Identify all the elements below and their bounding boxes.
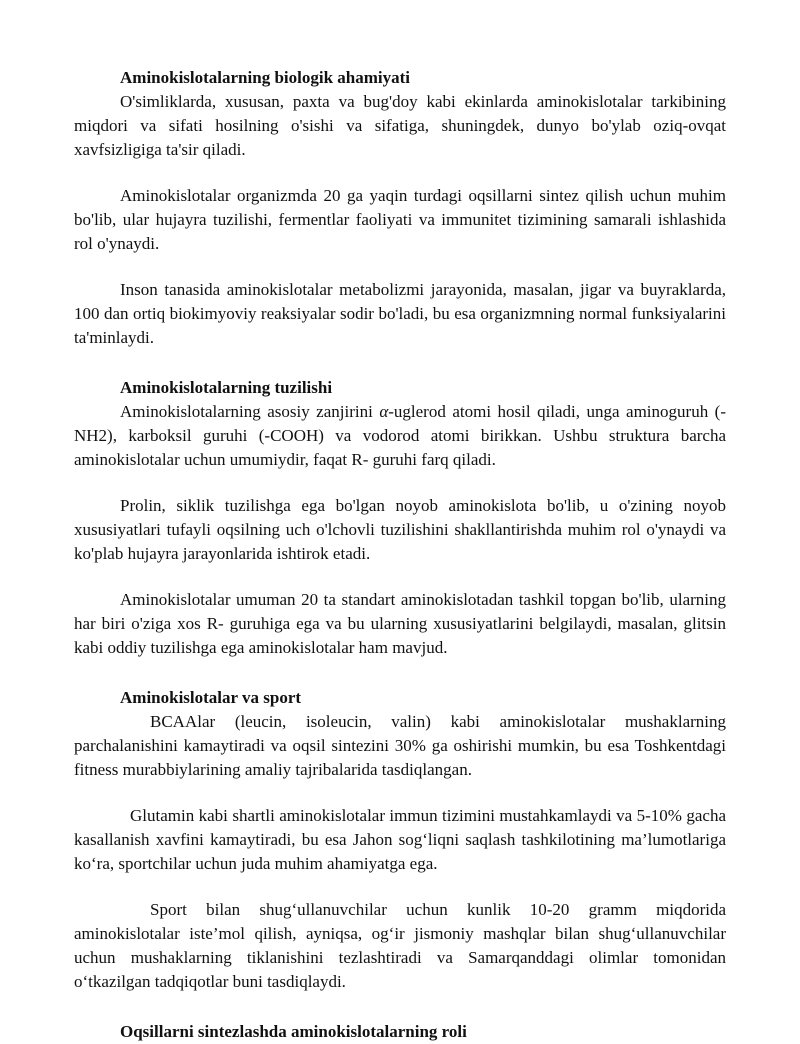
paragraph: Prolin, siklik tuzilishga ega bo'lgan noyob aminokislota bo'lib, u o'zining noyob xususiyatlari tufayli oqsilning uch o'lchovli tuzilishini shakllantirishda muhim rol o'ynaydi va ko'plab hujayra jarayonlarida ishtirok etadi.	[74, 496, 726, 563]
section-heading: Aminokislotalar va sport	[120, 688, 302, 707]
paragraph: Aminokislotalar umuman 20 ta standart aminokislotadan tashkil topgan bo'lib, ularning har biri o'ziga xos R- guruhiga ega va bu ularning xususiyatlarini belgilaydi, masalan, glitsin kabi oddiy tuzilishga ega aminokislotalar ham mavjud.	[74, 590, 726, 657]
paragraph: Glutamin kabi shartli aminokislotalar immun tizimini mustahkamlaydi va 5-10% gacha kasallanish xavfini kamaytiradi, bu esa Jahon sog‘liqni saqlash tashkilotining ma’lumotlariga ko‘ra, sportchilar uchun juda muhim ahamiyatga ega.	[74, 806, 726, 873]
section-heading: Aminokislotalarning tuzilishi	[120, 378, 333, 397]
paragraph: O'simliklarda, xususan, paxta va bug'doy kabi ekinlarda aminokislotalar tarkibining miqdori va sifati hosilning o'sishi va sifatiga, shuningdek, dunyo bo'ylab oziq-ovqat xavfsizligiga ta'sir qiladi.	[74, 92, 726, 159]
paragraph: Inson tanasida aminokislotalar metabolizmi jarayonida, masalan, jigar va buyraklarda, 100 dan ortiq biokimyoviy reaksiyalar sodir bo'ladi, bu esa organizmning normal funksiyalarini ta'minlaydi.	[74, 280, 726, 347]
paragraph-text: Aminokislotalarning asosiy zanjirini	[120, 402, 380, 421]
paragraph: Aminokislotalar organizmda 20 ga yaqin turdagi oqsillarni sintez qilish uchun muhim bo'lib, ular hujayra tuzilishi, fermentlar faoliyati va immunitet tizimining samarali ishlashida rol o'ynaydi.	[74, 186, 726, 253]
alpha-symbol: α	[379, 402, 389, 421]
paragraph: BCAAlar (leucin, isoleucin, valin) kabi aminokislotalar mushaklarning parchalanishini kamaytiradi va oqsil sintezini 30% ga oshirishi mumkin, bu esa Toshkentdagi fitness murabbiylarining amaliy tajribalarida tasdiqlangan.	[74, 712, 726, 779]
paragraph: Sport bilan shug‘ullanuvchilar uchun kunlik 10-20 gramm miqdorida aminokislotalar iste’mol qilish, ayniqsa, og‘ir jismoniy mashqlar bilan shug‘ullanuvchilar uchun mushaklarning tiklanishini tezlashtiradi va Samarqanddagi olimlar tomonidan o‘tkazilgan tadqiqotlar buni tasdiqlaydi.	[74, 900, 726, 991]
paragraph-alpha-carbon	[74, 400, 726, 472]
section-heading: Aminokislotalarning biologik ahamiyati	[120, 68, 410, 87]
paragraph-text: -uglerod atomi hosil qiladi, unga aminoguruh (-NH2), karboksil guruhi (-COOH) va vodorod atomi birikkan. Ushbu struktura barcha aminokislotalar uchun umumiydir, faqat R- guruhi farq qiladi.	[74, 402, 726, 469]
section-heading: Oqsillarni sintezlashda aminokislotalarning roli	[120, 1022, 467, 1041]
